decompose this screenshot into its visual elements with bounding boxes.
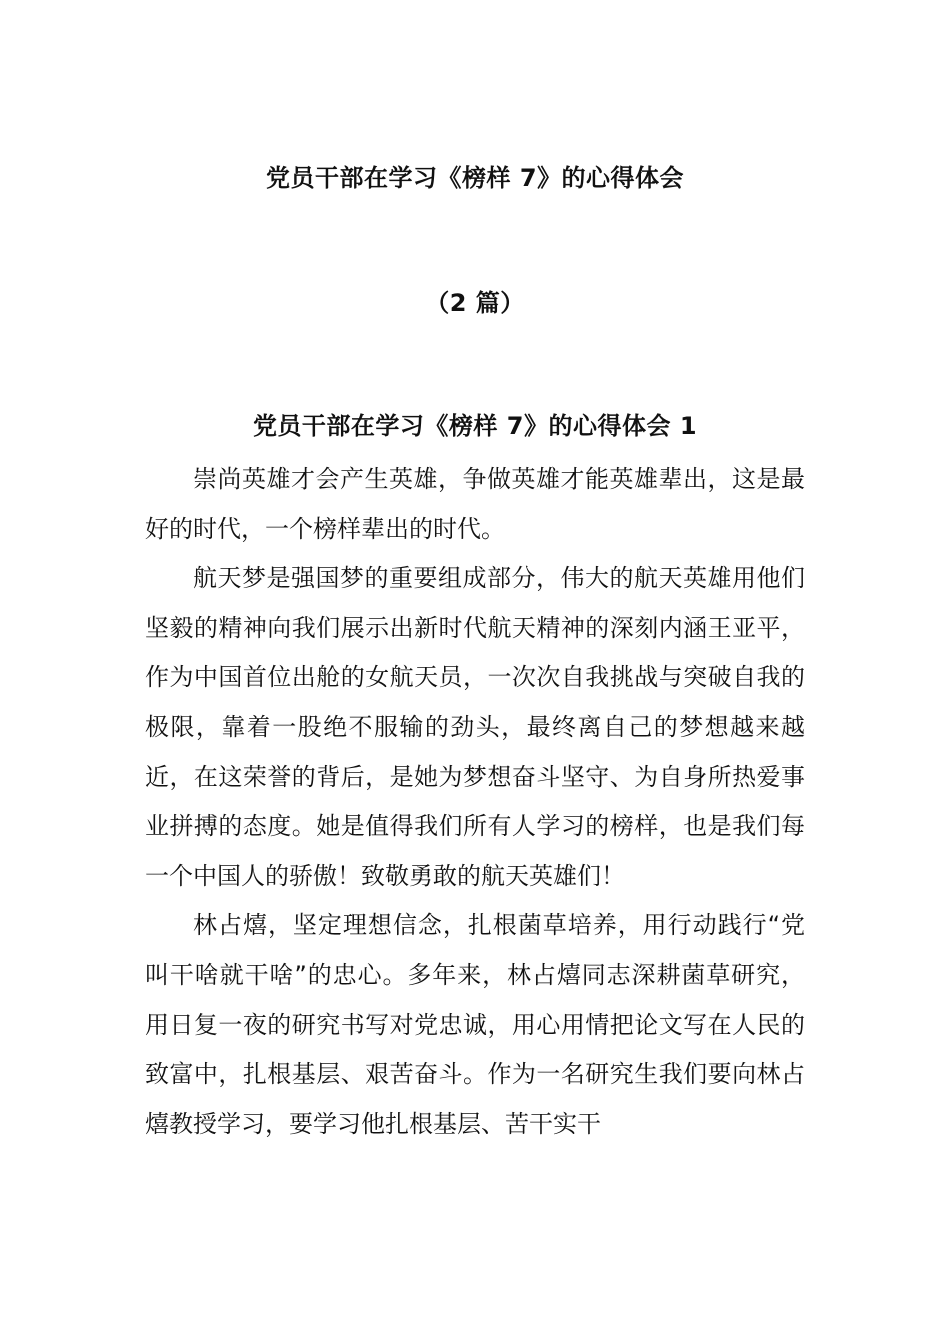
paragraph: 崇尚英雄才会产生英雄，争做英雄才能英雄辈出，这是最好的时代，一个榜样辈出的时代。 [145, 465, 805, 543]
section-title: 党员干部在学习《榜样 7》的心得体会 1 [252, 412, 698, 440]
paragraph: 航天梦是强国梦的重要组成部分，伟大的航天英雄用他们坚毅的精神向我们展示出新时代航天精神的深刻内涵王亚平，作为中国首位出舱的女航天员，一次次自我挑战与突破自我的极限，靠着一股绝不服输的劲头，最终离自己的梦想越来越近，在这荣誉的背后，是她为梦想奋斗坚守、为自身所热爱事业拼搏的态度。她是值得我们所有人学习的榜样，也是我们每一个中国人的骄傲！致敬勇敢的航天英雄们！ [145, 564, 805, 890]
document-body [145, 455, 805, 1149]
document-title: 党员干部在学习《榜样 7》的心得体会 [265, 164, 685, 192]
document-subtitle: （2 篇） [425, 289, 525, 317]
paragraph: 林占熺，坚定理想信念，扎根菌草培养，用行动践行“党叫干啥就干啥”的忠心。多年来，林占熺同志深耕菌草研究，用日复一夜的研究书写对党忠诚，用心用情把论文写在人民的致富中，扎根基层、艰苦奋斗。作为一名研究生我们要向林占熺教授学习，要学习他扎根基层、苦干实干 [145, 911, 805, 1138]
